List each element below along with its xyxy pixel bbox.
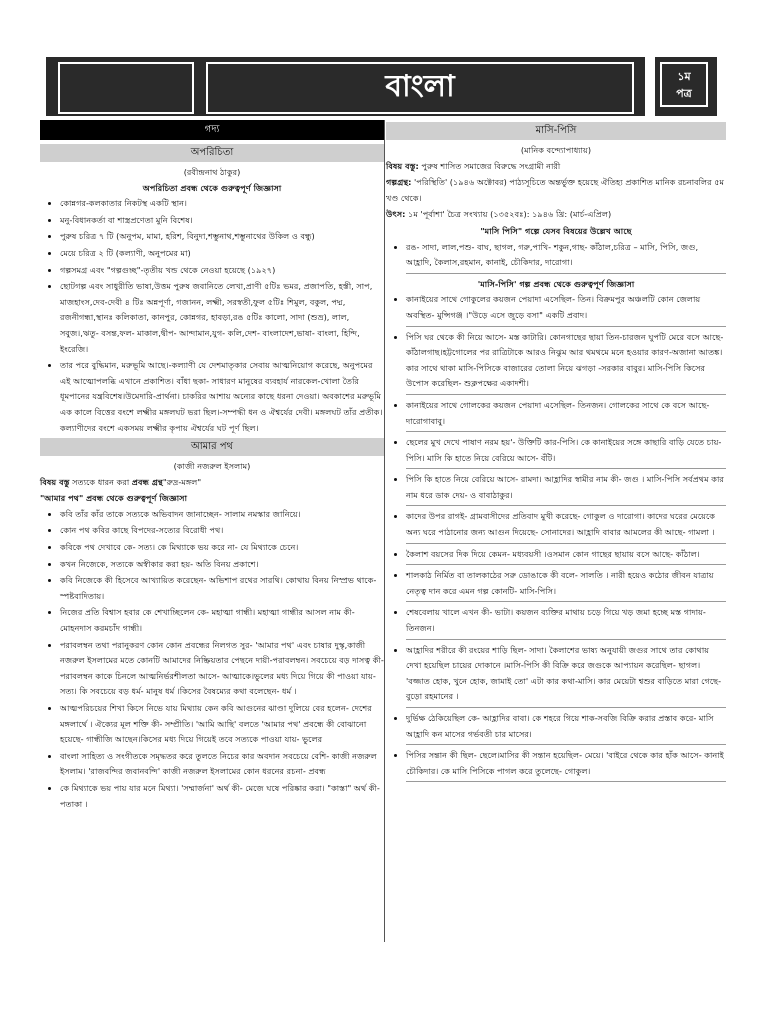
list-item: • পুরুষ চরিত্র ৭ টি (অনুপম, মামা, হরিশ, বিনুদা,শম্ভুনাথ,শম্ভুনাথের উকিল ও বন্ধু) [60,229,384,245]
source-text: 'পরিস্থিতি' (১৯৪৬ অক্টোবর) পাঠ্যসূচিতে অন্তর্ভুক্ত হয়েছে ঐতিহ্য প্রকাশিত মানিক রচনাবলির ৫ম খণ্ড থেকে। [386,177,725,203]
list-item: • কানাইয়ের সাথে গোলকের কয়জন পেয়াদা এসেছিল- তিনজন। গোলকের সাথে কে বসে আছে- দারোগাবাবু। [406,398,726,432]
list-item: • কবি তাঁর কাঁর তাকে সত্যকে অভিবাদন জানাচ্ছেন- সালাম নমস্কার জানিয়ে। [60,507,384,523]
list-item: • কানাইয়ের সাথে গোকুলের কয়জন পেয়াদা এসেছিল- তিন। বিক্রমপুর অঞ্চলটি কোন জেলায় অবস্থিত- মুন্সিগঞ্জ ।"উড়ে এসে জুড়ে বসা" একটি প্রবাদ। [406,292,726,326]
source-label: গল্পগ্রন্থ: [386,177,412,188]
question-heading-amar-poth: "আমার পথ" প্রবন্ধ থেকে গুরুত্বপূর্ণ জিজ্ঞাসা [40,493,187,504]
masi-pisi-question-list [386,292,726,782]
story-author-oporichita: (রবীন্দ্রনাথ ঠাকুর) [183,167,241,177]
list-item: • আত্মপরিচয়ের শিখা কিসে নিভে যায় মিথ্যায় কেন কবি আগুনের ঝাণ্ডা দুলিয়ে বের হলেন- দেশের মঙ্গলার্থে । ঐক্যের মূল শক্তি কী- সম্প্রীতি। 'আমি আছি' বলতে 'আমার পথ' প্রবন্ধে কী বোঝানো হয়েছে- গান্ধীজি আছেন।কিসের মধ্য দিয়ে গিয়েই তবে সত্যকে পাওয়া যায়- ভুলের [60,701,384,748]
subject-line-amar-poth [40,475,384,491]
list-item: • কোন পথ কবির কাছে বিপদের-সত্যের বিরোধী পথ। [60,523,384,539]
story-author-masi-pisi: (মানিক বন্দ্যোপাধ্যায়) [520,145,592,155]
masi-pisi-topic-list [386,240,726,274]
list-item: • কোন্নগর-কলকাতার নিকটস্থ একটি স্থান। [60,196,384,212]
list-item: • কাদের উপর রাগই- গ্রামবাসীদের প্রতিবাদ মুখী করেছে- গোকুল ও দারোগা। কাদের ঘরের মেয়েকে অন্য ঘরে পাঠানোর জন্য আগুন দিয়েছে- সোনাদের। আহ্লাদি বাবার আমলের কী আছে- গামলা । [406,509,726,543]
banner-left-box [58,62,194,114]
story-title-oporichita: অপরিচিতা [40,144,384,162]
list-item: • কখন নিজেকে, সত্যকে অস্বীকার করা হয়- অতি বিনয় প্রকাশে। [60,557,384,573]
source-line-masi-pisi [386,175,726,206]
list-item: • নিজের প্রতি বিশ্বাস হবার কে শেখাচ্ছিলেন কে- মহাত্মা গান্ধী। মহাত্মা গান্ধীর আসল নাম কী- মোহনদাস করমচাঁদ গান্ধী। [60,605,384,636]
subject-text: পুরুষ শাসিত সমাজের বিরুদ্ধে সংগ্রামী নারী [418,160,561,171]
origin-line-masi-pisi [386,207,726,223]
list-item: • দুর্ভিক্ষ ঠেকিয়েছিল কে- আহ্লাদির বাবা। কে শহরে গিয়ে শাক-সবজি বিক্রি করার প্রস্তাব করে- মাসি আহ্লাদি কন মাসের গর্ভবতী চার মাসের। [406,711,726,745]
list-item: • ছেলের মুখ দেখে পাষাণ নরম হয়'- উক্তিটি কার-পিসি। কে কানাইয়ের সঙ্গে কাছারি বাড়ি যেতে চায়- পিসি। মাসি কি হাতে নিয়ে বেরিয়ে আসে- বঁটি। [406,435,726,469]
list-item: • পিসির সন্তান কী ছিল- ছেলে।মাসির কী সন্তান হয়েছিল- মেয়ে। 'বাইরে থেকে কার হাঁক আসে- কানাই চৌকিদার। কে মাসি পিসিকে পাগল করে তুলেছে- গোকুল। [406,748,726,782]
origin-text: ১ম 'পূর্বাশা' চৈত্র সংখ্যায় (১৩৫২বঃ): ১৯৪৬ খ্রি: (মার্চ-এপ্রিল) [405,209,612,220]
list-item: • বাংলা সাহিত্য ও সংগীতকে সমৃদ্ধতর করে তুলতে নিচের কার অবদান সবচেয়ে বেশি- কাজী নজরুল ইসলাম। 'রাজবন্দির জবানবন্দি' কাজী নজরুল ইসলামের কোন ধরনের রচনা- প্রবন্ধ [60,749,384,780]
left-column [40,120,384,813]
list-item: • মনু-বিধানকর্তা বা শাস্ত্রপ্রণেতা মুনি বিশেষ। [60,213,384,229]
paper-badge-inner [660,62,708,107]
column-divider [384,120,385,942]
title-banner [46,57,645,116]
list-item: • শেষবেলায় খালে এখন কী- ভাটা। কয়জন ব্যক্তির মাথায় চড়ে গিয়ে খড় জমা হচ্ছে মস্ত গাদায়- তিনজন। [406,605,726,639]
page-title: বাংলা [385,69,455,104]
list-item: • গল্পসমগ্র এবং "গল্পগুচ্ছ"-তৃতীয় খন্ড থেকে নেওয়া হয়েছে (১৯২৭) [60,263,384,279]
list-item: • আহ্লাদির শরীরে কী রংয়ের শাড়ি ছিল- সাদা। কৈলাশের ভাষ্য অনুযায়ী জগুর সাথে তার কোথায় দেখা হয়েছিল চায়ের দোকানে ।মাসি-পিসি কী বিক্রি করে জগুকে আপ্যায়ন করেছিল- ছাগল। 'বজ্জাত হোক, খুনে হোক, জামাই তো' এটা কার কথা-মাসি। কার মেয়েটা শ্বশুর বাড়িতে মারা গেছে- বুড়ো রহমানের । [406,643,726,708]
list-item: • কবিকে পথ দেখাবে কে- সত্য। কে মিথ্যাকে ভয় করে না- যে মিথ্যাকে চেনে। [60,540,384,556]
paper-line-2: পত্র [676,87,692,100]
story-author-amar-poth: (কাজী নজরুল ইসলাম) [173,461,251,472]
list-item: • ছোটগল্প এবং সাধুরীতি ভাষা,উত্তম পুরুষ জবানিতে লেখা,প্রাণী ৫টিঃ ভমর, প্রজাপতি, হস্তী, সাপ, মাজহাংস,দেব-দেবী ৪ টিঃ অন্নপূর্ণা, গজানন, লক্ষ্মী, সরস্বতী,ফুল ৫টিঃ শিমুল, বকুল, পদ্ম, রজনীগন্ধা,স্থানঃ কলিকাতা, কানপুর, কোন্নগর, হাবড়া,রঙ ৫টিঃ কালো, সাদা (শুভ্র), লাল, সবুজ।,ঋতু- বসন্ত,ফল- মাকাল,দ্বীপ- আন্দামান,যুগ- কলি,দেশ- বাংলাদেশ,ভাষা- বাংলা, হিন্দি, ইংরেজি। [60,279,384,357]
list-item: • মেয়ে চরিত্র ২ টি (কল্যাণী, অনুপমের মা) [60,246,384,262]
section-heading-prose: গদ্য [40,120,384,140]
source-text: "রুদ্র-মঙ্গল" [162,476,202,487]
amar-poth-question-list [40,507,384,812]
paper-line-1: ১ম [677,70,691,83]
list-item: • কবি নিজেকে কী হিসেবে আখ্যায়িত করেছেন- অভিশাপ রথের সারথি। কোথায় বিনয় নিস্প্রভ থাকে- স্পষ্টবাদিতায়। [60,573,384,604]
question-heading-oporichita: অপরিচিতা প্রবন্ধ থেকে গুরুত্বপূর্ণ জিজ্ঞাসা [142,182,282,193]
paper-badge [655,57,717,116]
list-item: • শালকাঠ নির্মিত বা তালকাঠের সরু ডোঙাকে কী বলে- সালতি । নারী হয়েও কঠোর জীবন যাত্রায় নেতৃত্ব দান করে এমন গল্প কোনটি- মাসি-পিসি। [406,568,726,602]
list-item: • পরাবলম্বন তথা পরানুকরণ কোন কোন প্রবন্ধের নিলগত সুর- 'আমার পথ' এবং চাষার দুস্কৃ,কাজী নজরুল ইসলামের মতে কোনটি আমাদের নিষ্ক্রিয়তার পেছনে দায়ী-পরাবলম্বন। সবচেয়ে বড় দাসত্ব কী- পরাবলম্বন কাকে চিনলে আত্মনির্ভরশীলতা আসে- আত্মাকে।ভুলের মধ্য দিয়ে গিয়ে কী পাওয়া যায়- সত্য। কি সবচেয়ে বড় ধর্ম- মানুষ ধর্ম ।কিসের বৈষম্যের কথা বলেছেন- ধর্ম । [60,638,384,700]
source-label: প্রবন্ধ গ্রন্থ [131,476,163,487]
list-item: • কৈলাশ বয়সের দিক দিয়ে কেমন- মধ্যবয়সী ।ওসমান কোন গাছের ছায়ায় বসে আছে- কাঁঠাল। [406,547,726,566]
right-column [386,120,726,785]
heading-topics-masi-pisi: "মাসি পিসি" গল্পে যেসব বিষয়ের উল্লেখ আছে [480,225,632,236]
subject-text: সত্যকে ধারন করা [69,476,132,487]
subject-label: বিষয় বস্তু: [386,160,419,171]
list-item: • রঙ- সাদা, লাল,পশু- বাঘ, ছাগল, গরু,পাখি- শকুন,গাছ- কাঁঠাল,চরিত্র – মাসি, পিসি, জগু, আহ্লাদি, কৈলাস,রহমান, কানাই, চৌকিদার, দারোগা। [406,240,726,274]
subject-label: বিষয় বস্তু [40,476,70,487]
story-title-amar-poth: আমার পথ [40,438,384,456]
story-title-masi-pisi: মাসি-পিসি [386,122,726,140]
list-item: • পিসি ঘর থেকে কী নিয়ে আসে- মস্ত কাটারি। কোনগাছের ছায়া তিন-চারজন ঘুপটি মেরে বসে আছে- কাঁঠালগাছ।হট্টগোলের পর রাত্রিটাকে আরও নিঝুম আর থমথমে মনে হওয়ার কারণ-অজানা আতঙ্ক।কার সাথে থাকা মাসি-পিসিকে বাজারের তোলা নিয়ে ঝগড়া -সরকার বাবুর। মাসি-পিসি কিসের উপোস করেছিল- শুক্লপক্ষের একাদশী। [406,330,726,395]
question-heading-masi-pisi: 'মাসি-পিসি' গল্প প্রবন্ধ থেকে গুরুত্বপূর্ণ জিজ্ঞাসা [477,278,635,289]
list-item: • তার পরে বুদ্ধিমান, মরুভূমি আছে।-কল্যাণী যে দেশমাতৃকার সেবায় আত্মনিয়োগ করেছে, অনুপমের এই আত্মোপলব্ধি এখানে প্রকাশিত। বাঁধা ছকা- সাধারণ মানুষের ব্যবহার্য নারকেল-খোলা তৈরি ধূমপানের যন্ত্রবিশেষ।উমেদারি-প্রার্থনা। চাকরির আশায় অন্যের কাছে ধরনা দেওয়া। অবকাশের মরুভূমি এক কালে বিত্তের বংশে লক্ষ্মীর মঙ্গলঘট ভরা ছিল।-সম্পদ্ধী ধন ও ঐশ্বর্যের দেবী। মঙ্গলঘট তাঁর প্রতীক। কল্যাণীদের বংশে একসময় লক্ষ্মীর কৃপায় ঐশ্বর্যের ঘট পূর্ণ ছিল। [60,358,384,436]
origin-label: উৎস: [386,209,406,220]
subject-line-masi-pisi [386,159,726,175]
list-item: • কে মিথ্যাকে ভয় পায় যার মনে মিথ্যা। 'সম্মার্জনা' অর্থ কী- মেজে ঘষে পরিষ্কার করা। "কাস্তা" অর্থ কী- পতাকা । [60,781,384,812]
list-item: • পিসি কি হাতে নিয়ে বেরিয়ে আসে- রামদা। আহ্লাদির স্বামীর নাম কী- জগু । মাসি-পিসি সর্বপ্রথম কার নাম ধরে ডাক দেয়- ও বাবাঠাকুর। [406,472,726,506]
oporichita-question-list [40,196,384,436]
